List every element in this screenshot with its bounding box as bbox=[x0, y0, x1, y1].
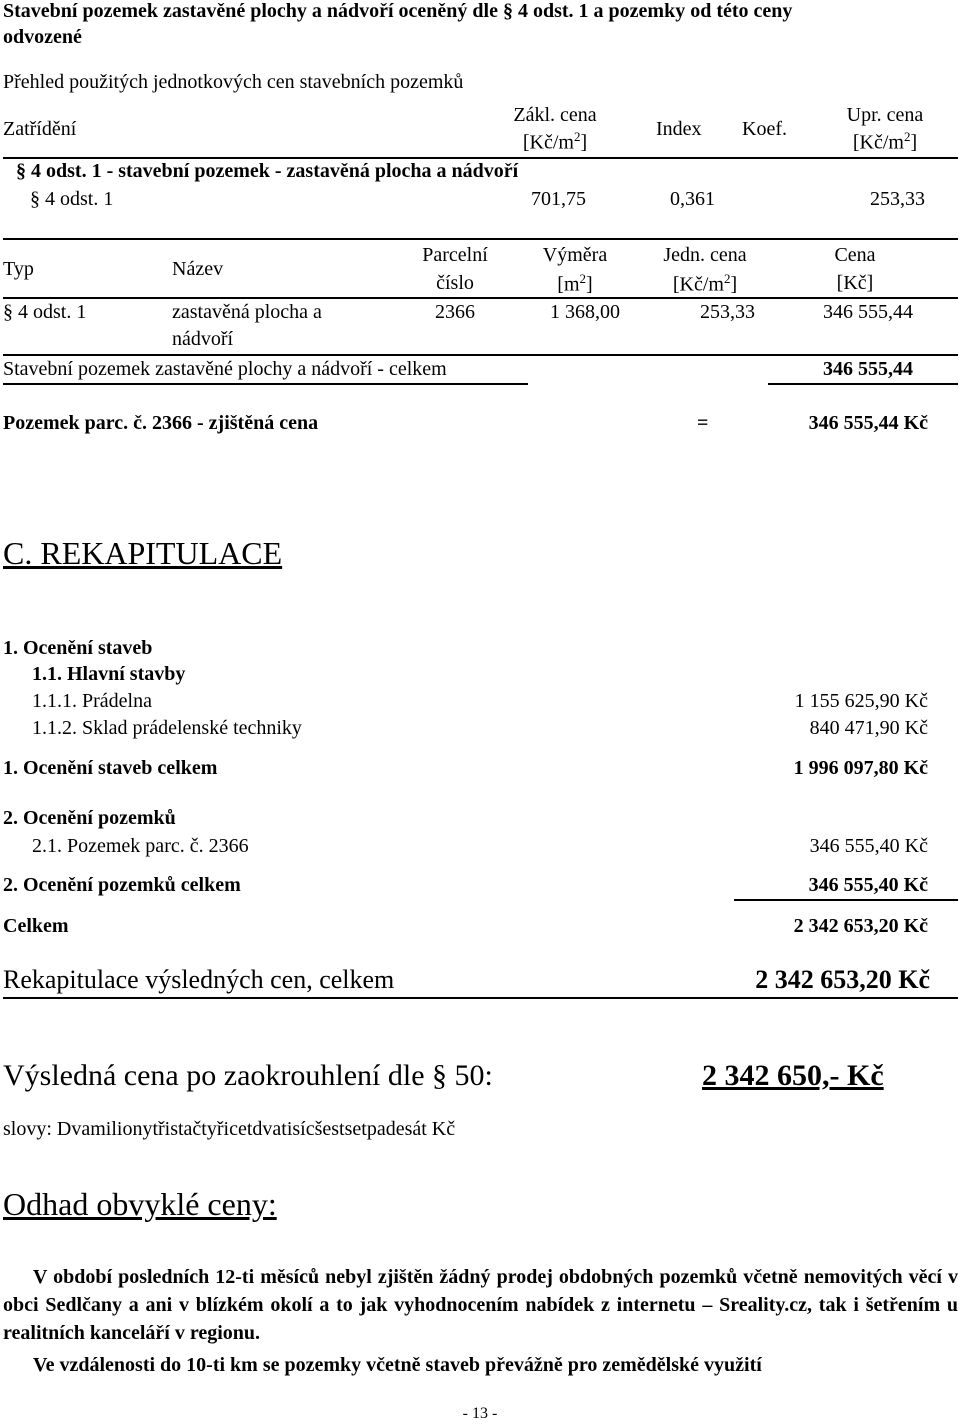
col-zakl-cena-2: $[Kč/m^2]$ bbox=[522, 129, 588, 154]
col-index: Index bbox=[656, 118, 702, 140]
recap-i112-value: 840 471,90 Kč bbox=[809, 717, 928, 739]
recap-final-rule bbox=[3, 997, 958, 999]
section-title-line2: odvozené bbox=[3, 26, 82, 48]
col-parcelni-2: číslo bbox=[436, 272, 474, 294]
unit-prices-row-zakl: 701,75 bbox=[531, 188, 586, 210]
recap-i111-value: 1 155 625,90 Kč bbox=[794, 690, 928, 712]
odhad-title: Odhad obvyklé ceny: bbox=[3, 1186, 277, 1222]
recap-celkem-value: 2 342 653,20 Kč bbox=[793, 915, 928, 937]
recap-title: C. REKAPITULACE bbox=[3, 535, 283, 571]
recap-final-value: 2 342 653,20 Kč bbox=[755, 965, 930, 994]
parcel-total-rule-left bbox=[3, 383, 528, 385]
section-title-line1: Stavební pozemek zastavěné plochy a nádvoří oceněný dle § 4 odst. 1 a pozemky od této ceny bbox=[3, 0, 793, 22]
parcel-row-nazev-1: zastavěná plocha a bbox=[172, 301, 322, 323]
parcel-row-jedn: 253,33 bbox=[700, 301, 755, 323]
col-jedn-1: Jedn. cena bbox=[663, 244, 747, 266]
recap-i112-label: 1.1.2. Sklad prádelenské techniky bbox=[32, 717, 302, 739]
recap-s1-total-label: 1. Ocenění staveb celkem bbox=[3, 757, 218, 779]
parcel-result-label: Pozemek parc. č. 2366 - zjištěná cena bbox=[3, 412, 319, 434]
col-upr-cena-1: Upr. cena bbox=[846, 104, 924, 126]
parcel-total-label: Stavební pozemek zastavěné plochy a nádvoří - celkem bbox=[3, 358, 447, 380]
recap-s2: 2. Ocenění pozemků bbox=[3, 807, 176, 829]
parcel-table-header-rule bbox=[3, 297, 958, 299]
col-koef: Koef. bbox=[742, 118, 787, 140]
unit-prices-group-title: § 4 odst. 1 - stavební pozemek - zastavěná plocha a nádvoří bbox=[16, 160, 519, 182]
unit-prices-row-index: 0,361 bbox=[670, 188, 715, 210]
page-number: - 13 - bbox=[462, 1405, 498, 1422]
recap-i21-value: 346 555,40 Kč bbox=[809, 835, 928, 857]
recap-s2-total-value: 346 555,40 Kč bbox=[808, 874, 928, 896]
col-nazev: Název bbox=[172, 258, 224, 280]
final-price-value: 2 342 650,- Kč bbox=[702, 1059, 884, 1092]
parcel-row-cena: 346 555,44 bbox=[823, 301, 913, 323]
col-typ: Typ bbox=[3, 258, 34, 280]
recap-i111-label: 1.1.1. Prádelna bbox=[32, 690, 152, 712]
recap-s1-total-value: 1 996 097,80 Kč bbox=[793, 757, 928, 779]
odhad-paragraph-1: V období posledních 12-ti měsíců nebyl zjištěn žádný prodej obdobných pozemků včetně nemovitých věcí v obci Sedlčany a ani v blízkém okolí a to jak vyhodnocením nabídek z internetu – Sreality.cz, tak i šetřením u realitních kanceláří v regionu. bbox=[3, 1266, 958, 1344]
unit-prices-heading: Přehled použitých jednotkových cen stavebních pozemků bbox=[3, 71, 464, 93]
parcel-total-rule-right bbox=[768, 383, 958, 385]
col-upr-cena-2: $[Kč/m^2]$ bbox=[852, 129, 918, 154]
odhad-paragraph-2: Ve vzdálenosti do 10-ti km se pozemky včetně staveb převážně pro zemědělské využití bbox=[33, 1354, 762, 1376]
recap-s11: 1.1. Hlavní stavby bbox=[32, 663, 186, 685]
parcel-row-vymera: 1 368,00 bbox=[550, 301, 620, 323]
final-price-label: Výsledná cena po zaokrouhlení dle § 50: bbox=[3, 1059, 493, 1092]
recap-s1: 1. Ocenění staveb bbox=[3, 637, 153, 659]
recap-final-label: Rekapitulace výsledných cen, celkem bbox=[3, 965, 395, 994]
parcel-result-value: 346 555,44 Kč bbox=[808, 412, 928, 434]
recap-celkem-label: Celkem bbox=[3, 915, 69, 937]
parcel-table-top-rule bbox=[3, 238, 958, 240]
col-zatrideni: Zatřídění bbox=[3, 118, 77, 140]
unit-prices-row-label: § 4 odst. 1 bbox=[30, 188, 114, 210]
col-vymera-2: $[m^2]$ bbox=[557, 271, 593, 296]
recap-s2-total-rule bbox=[734, 899, 958, 901]
unit-prices-row-upr: 253,33 bbox=[870, 188, 925, 210]
parcel-row-nazev-2: nádvoří bbox=[172, 328, 234, 350]
col-parcelni-1: Parcelní bbox=[422, 244, 488, 266]
recap-s2-total-label: 2. Ocenění pozemků celkem bbox=[3, 874, 241, 896]
col-cena-1: Cena bbox=[834, 244, 876, 266]
final-price-words: slovy: Dvamilionytřistačtyřicetdvatisícšestsetpadesát Kč bbox=[3, 1118, 456, 1140]
col-jedn-2: $[Kč/m^2]$ bbox=[672, 271, 738, 296]
recap-i21-label: 2.1. Pozemek parc. č. 2366 bbox=[32, 835, 249, 857]
parcel-result-eq: = bbox=[697, 412, 709, 434]
unit-prices-header-rule bbox=[3, 157, 958, 159]
parcel-row-parcel: 2366 bbox=[435, 301, 475, 323]
col-cena-2: [Kč] bbox=[836, 272, 874, 294]
col-zakl-cena-1: Zákl. cena bbox=[513, 104, 597, 126]
parcel-total-value: 346 555,44 bbox=[823, 358, 913, 380]
parcel-row-rule bbox=[3, 354, 958, 356]
parcel-row-typ: § 4 odst. 1 bbox=[3, 301, 87, 323]
col-vymera-1: Výměra bbox=[542, 244, 608, 266]
